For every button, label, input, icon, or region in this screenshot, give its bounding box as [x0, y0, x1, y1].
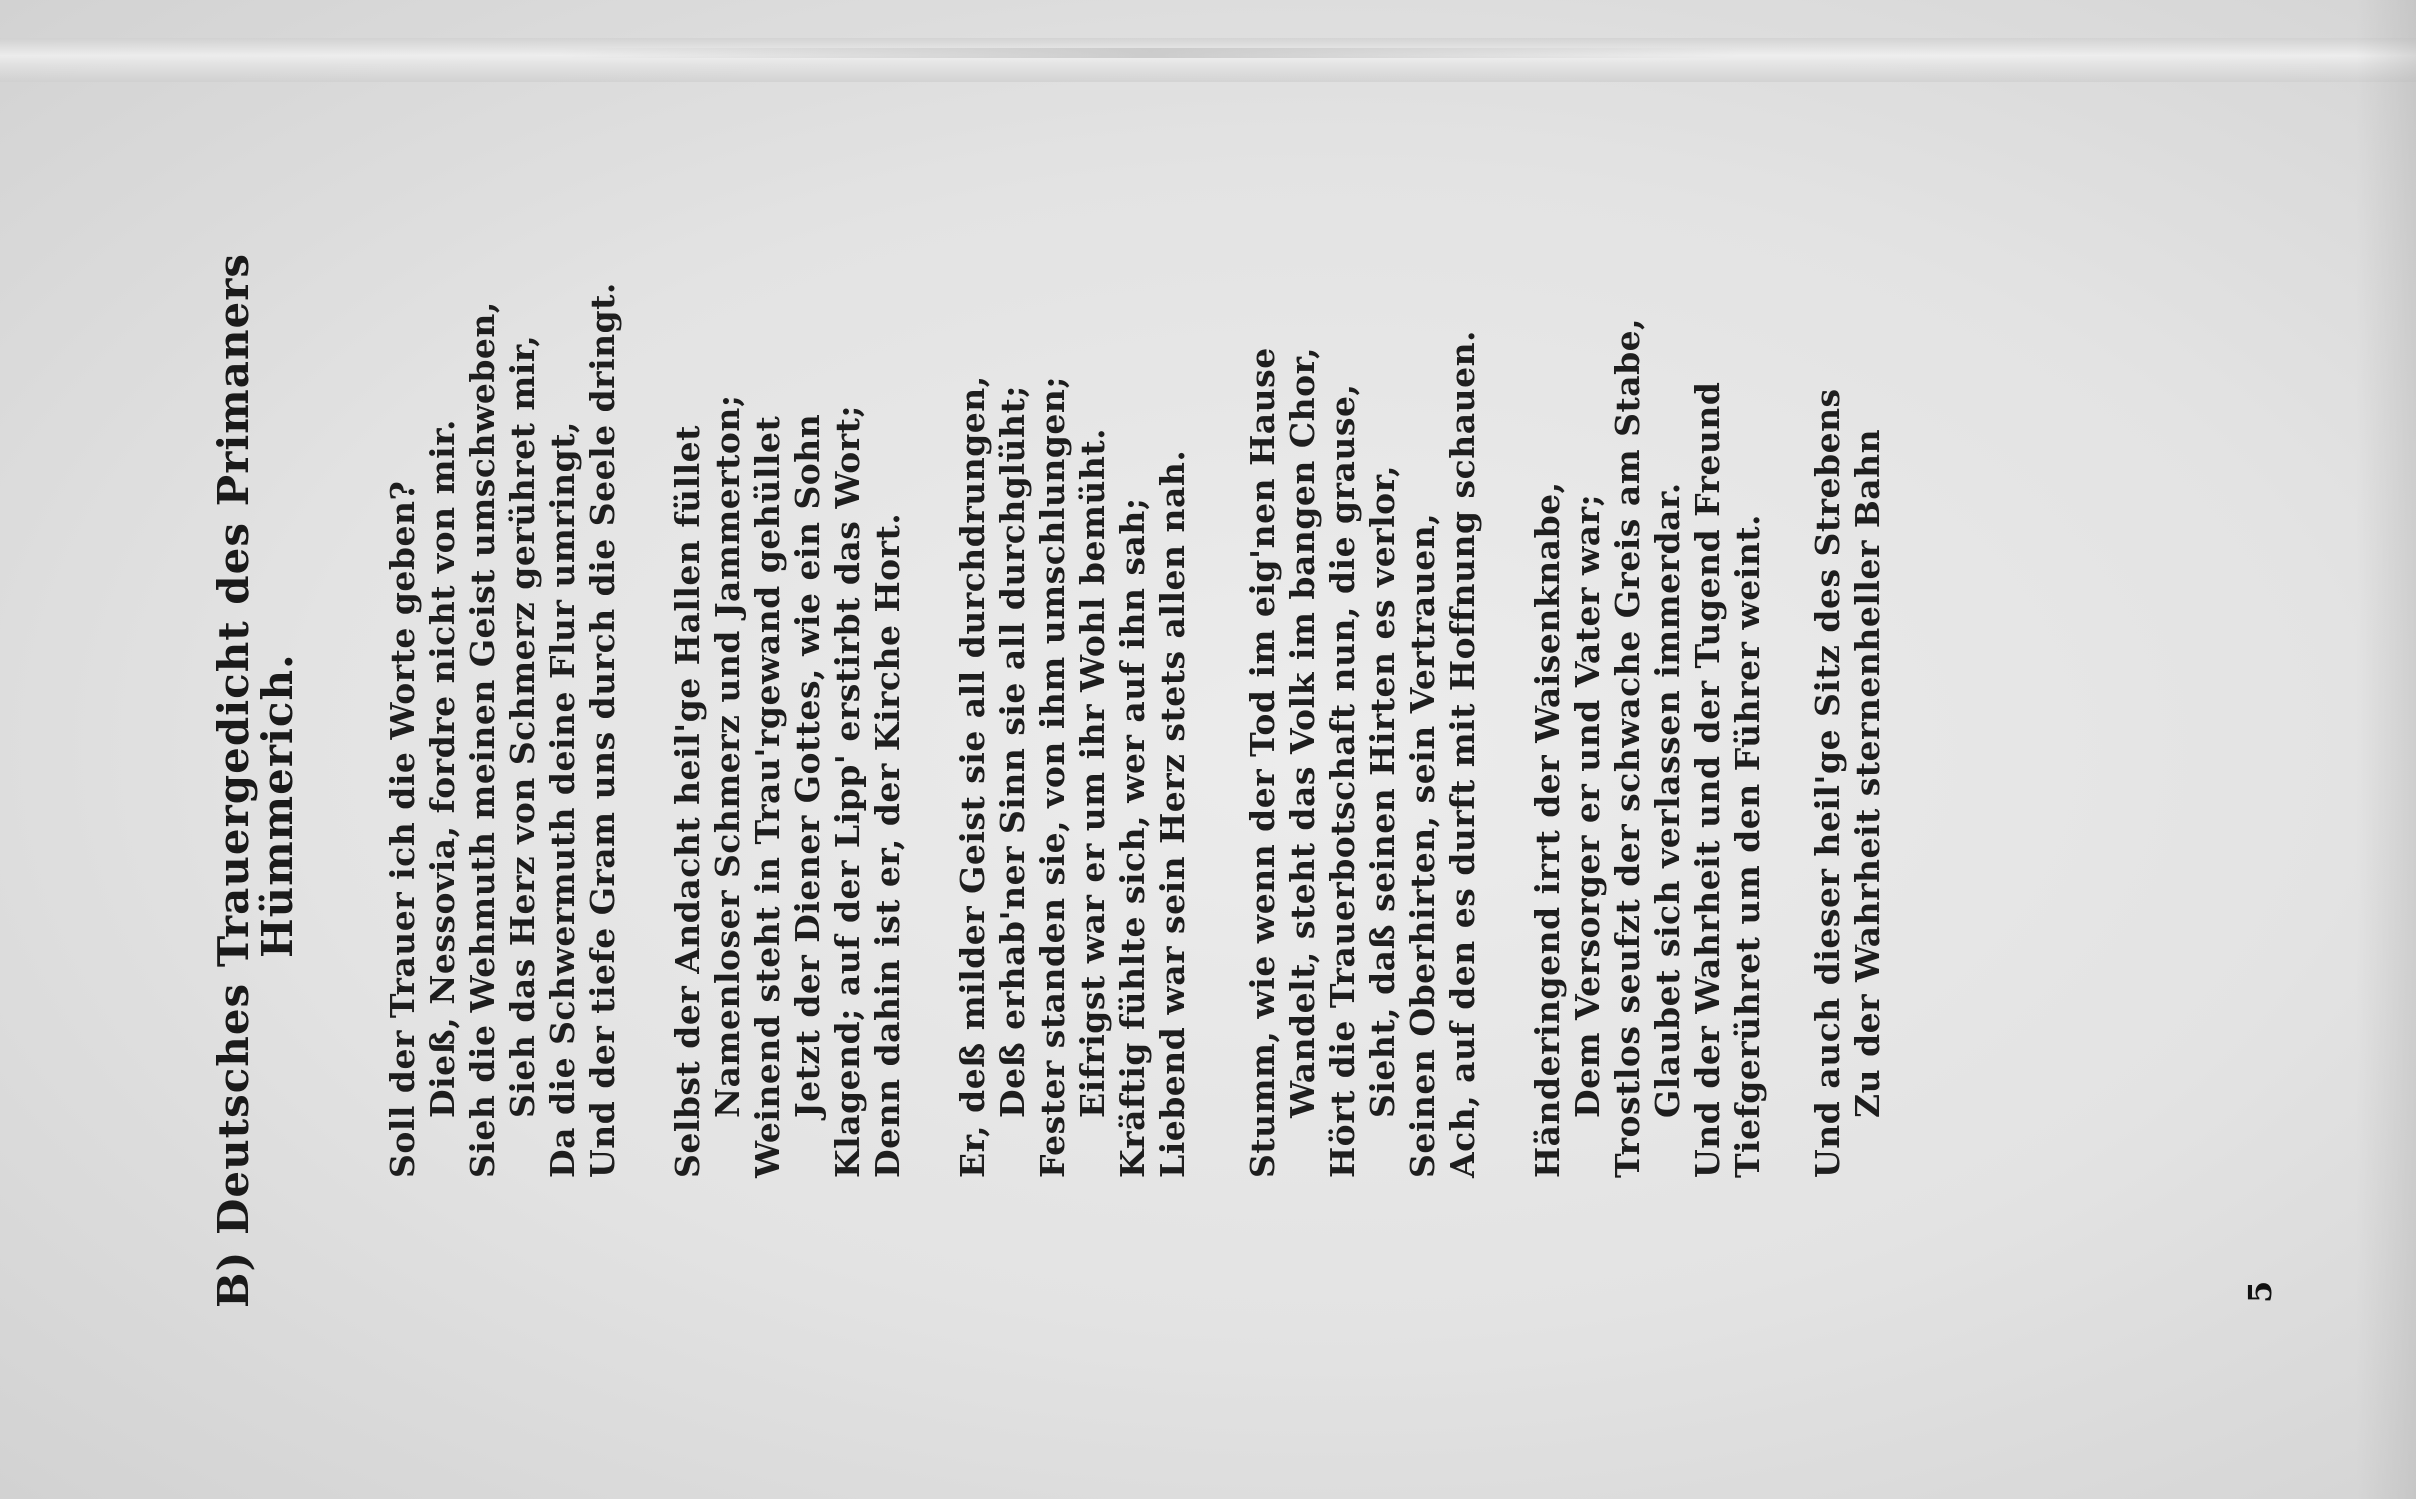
poem-line: Weinend steht in Trau'rgewand gehüllet — [748, 415, 787, 1178]
poem-line: Jetzt der Diener Gottes, wie ein Sohn — [788, 413, 827, 1118]
poem-line: Dieß, Nessovia, fordre nicht von mir. — [423, 419, 462, 1118]
poem-line: Ach, auf den es durft mit Hoffnung schauen. — [1443, 329, 1482, 1178]
poem-line: Klagend; auf der Lipp' erstirbt das Wort; — [828, 404, 867, 1178]
rotated-text-block — [208, 228, 2208, 1428]
poem-line: Sieh das Herz von Schmerz gerühret mir, — [503, 334, 542, 1118]
page-number: 5 — [2241, 1280, 2279, 1303]
poem-line: Sieht, daß seinen Hirten es verlor, — [1363, 464, 1402, 1118]
poem-line: Und der tiefe Gram uns durch die Seele dringt. — [583, 282, 622, 1178]
poem-line: Fester standen sie, von ihm umschlungen; — [1033, 375, 1072, 1178]
fold-crease — [560, 48, 1740, 58]
poem-line: Sieh die Wehmuth meinen Geist umschweben, — [463, 301, 502, 1178]
poem-line: Selbst der Andacht heil'ge Hallen füllet — [668, 425, 707, 1178]
poem-line: Er, deß milder Geist sie all durchdrungen, — [953, 375, 992, 1178]
poem-line: Und auch dieser heil'ge Sitz des Strebens — [1808, 388, 1847, 1178]
poem-line: Denn dahin ist er, der Kirche Hort. — [868, 512, 907, 1178]
poem-line: Seinen Oberhirten, sein Vertrauen, — [1403, 512, 1442, 1178]
poem-line: Da die Schwermuth deine Flur umringt, — [543, 421, 582, 1178]
poem-line: Glaubet sich verlassen immerdar. — [1648, 482, 1687, 1118]
poem-line: Hört die Trauerbotschaft nun, die grause, — [1323, 383, 1362, 1178]
poem-line: Trostlos seufzt der schwache Greis am Stabe, — [1608, 317, 1647, 1178]
poem-line: Namenloser Schmerz und Jammerton; — [708, 394, 747, 1118]
page-edge-shadow — [2356, 0, 2416, 1499]
poem-line: Zu der Wahrheit sternenheller Bahn — [1848, 428, 1887, 1118]
heading-line-2: Hümmerich. — [253, 653, 302, 958]
poem-line: Liebend war sein Herz stets allen nah. — [1153, 449, 1192, 1178]
page-fold — [0, 38, 2416, 82]
poem-line: Stumm, wie wenn der Tod im eig'nen Hause — [1243, 347, 1282, 1178]
heading-line-1: B) Deutsches Trauergedicht des Primaners — [209, 253, 258, 1308]
poem-line: Händeringend irrt der Waisenknabe, — [1528, 481, 1567, 1178]
poem-line: Kräftig fühlte sich, wer auf ihn sah; — [1113, 497, 1152, 1178]
poem-line: Und der Wahrheit und der Tugend Freund — [1688, 381, 1727, 1178]
poem-line: Eifrigst war er um ihr Wohl bemüht. — [1073, 427, 1112, 1118]
poem-line: Dem Versorger er und Vater war; — [1568, 493, 1607, 1118]
poem-line: Deß erhab'ner Sinn sie all durchglüht; — [993, 385, 1032, 1118]
poem-line: Soll der Trauer ich die Worte geben? — [383, 480, 422, 1178]
poem-line: Tiefgerühret um den Führer weint. — [1728, 513, 1767, 1178]
poem-line: Wandelt, steht das Volk im bangen Chor, — [1283, 346, 1322, 1118]
